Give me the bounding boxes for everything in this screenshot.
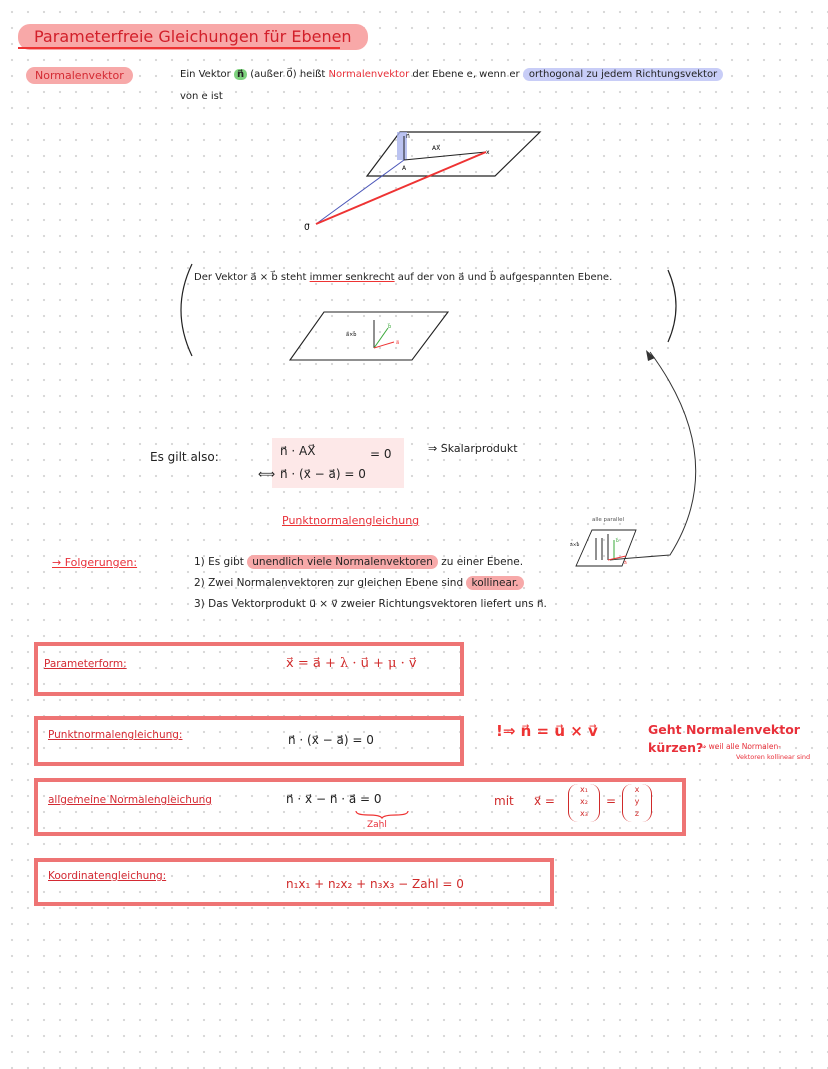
def-highlight-normal: Normalenvektor: [328, 69, 410, 80]
skalarprodukt-note: ⇒ Skalarprodukt: [428, 442, 518, 455]
also-label: Es gilt also:: [150, 450, 219, 464]
left-parenthesis: [176, 262, 196, 358]
allgemeine-equation: n⃗ · x⃗ − n⃗ · a⃗ = 0: [286, 792, 382, 806]
koordinaten-label: Koordinatengleichung:: [48, 870, 167, 882]
eq2-prefix: ⟺: [258, 467, 276, 481]
folgerungen-label-text: → Folgerungen:: [52, 556, 138, 569]
def-text-2: (außer 0⃗) heißt: [250, 69, 326, 80]
cross-text-2: auf der von a⃗ und b⃗ aufgespannten Ebene.: [397, 272, 613, 283]
eq1-right: = 0: [370, 447, 392, 461]
def-line-2: von e ist: [180, 91, 223, 102]
punktnormalen-equation: n⃗ · (x⃗ − a⃗) = 0: [288, 733, 374, 747]
fig2-label-a: a⃗: [396, 340, 400, 346]
right-parenthesis: [664, 268, 684, 344]
fig3-label-b: b⃗: [616, 539, 619, 544]
plane2-shape: [290, 312, 448, 360]
comp-y: y: [634, 797, 640, 806]
vector-x-components: [568, 784, 600, 822]
fig1-label-ax: AX⃗: [432, 145, 441, 152]
parallel-figure: [568, 528, 640, 572]
title-underline: [18, 47, 340, 49]
comp-x2: x₂: [580, 797, 588, 806]
vector-x-label: x⃗ =: [534, 794, 555, 808]
b-vector-line: [374, 328, 388, 348]
zahl-label: Zahl: [367, 820, 387, 830]
folgerung-2-a: 2) Zwei Normalenvektoren zur gleichen Ebene sind: [194, 577, 464, 589]
koordinaten-equation: n₁x₁ + n₂x₂ + n₃x₃ − Zahl = 0: [286, 877, 464, 891]
page-title-text: Parameterfreie Gleichungen für Ebenen: [34, 27, 352, 46]
comp-x1: x₁: [580, 785, 588, 794]
fig1-label-x: x: [486, 149, 490, 156]
eq1-left: n⃗ · AX⃗: [280, 444, 316, 458]
fig2-label-axb: a⃗×b⃗: [346, 332, 357, 338]
plane-figure-1: [300, 120, 550, 240]
def-text-3: der Ebene e, wenn er: [412, 69, 520, 80]
plane-shape: [367, 132, 540, 176]
fig1-label-origin: 0⃗: [304, 223, 310, 233]
comp-z: z: [634, 809, 640, 818]
fig1-label-n: n⃗: [406, 133, 410, 140]
vector-xyz-components: [622, 784, 652, 822]
plane-figure-2: [290, 308, 450, 368]
folgerung-2-highlight: kollinear.: [466, 576, 523, 590]
equals-sign: =: [606, 794, 617, 808]
normal-label-text: Normalenvektor: [35, 69, 124, 82]
side-answer-1: ⇒ weil alle Normalen-: [700, 742, 781, 751]
folgerung-1-a: 1) Es gibt: [194, 556, 244, 568]
zahl-brace: [354, 809, 410, 819]
side-question-2: kürzen?: [648, 740, 704, 755]
def-text-1: Ein Vektor: [180, 69, 231, 80]
parameterform-label: Parameterform:: [44, 658, 127, 670]
fig3-label-axb: a⃗×b⃗: [570, 543, 580, 548]
folgerungen-label: [52, 556, 137, 569]
cross-text-1: Der Vektor a⃗ × b⃗ steht: [194, 272, 307, 283]
comp-x: x: [634, 785, 640, 794]
punktnormalen-label: Punktnormalengleichung:: [48, 729, 183, 741]
cross-product-statement: [194, 272, 612, 283]
normal-definition: [180, 69, 723, 80]
side-question: Geht Normalenvektor: [648, 722, 800, 737]
fig2-label-b: b⃗: [388, 324, 392, 330]
folgerung-3: 3) Das Vektorprodukt u⃗ × v⃗ zweier Richtungsvektoren liefert uns n⃗.: [194, 598, 547, 610]
parallel-note: alle parallel: [592, 517, 625, 523]
cross-text-highlight: immer senkrecht: [309, 272, 395, 283]
fig1-label-a: A: [402, 165, 407, 172]
folgerung-1: [194, 556, 523, 568]
folgerung-1-highlight: unendlich viele Normalenvektoren: [247, 555, 438, 569]
normal-label: [26, 67, 133, 84]
punktnormalen-box: [34, 716, 464, 766]
def-highlight-orthogonal: orthogonal zu jedem Richtungsvektor: [523, 68, 723, 81]
ax-vector-line: [404, 152, 486, 160]
side-answer-2: Vektoren kollinear sind: [736, 753, 811, 761]
allgemeine-label: allgemeine Normalengleichung: [48, 794, 212, 806]
parameterform-equation: x⃗ = a⃗ + λ · u⃗ + μ · v⃗: [286, 656, 417, 671]
folgerung-1-b: zu einer Ebene.: [441, 556, 524, 568]
mit-label: mit: [494, 794, 514, 808]
comp-x3: x₃: [580, 809, 588, 818]
punktnormalen-caption: Punktnormalengleichung: [282, 514, 420, 527]
def-n-vector: n⃗: [234, 69, 247, 80]
fig3-label-a: a⃗: [624, 561, 627, 566]
punkt-note: !⇒ n⃗ = u⃗ × v⃗: [496, 722, 598, 740]
eq2: n⃗ · (x⃗ − a⃗) = 0: [280, 467, 366, 481]
folgerung-2: [194, 577, 524, 589]
